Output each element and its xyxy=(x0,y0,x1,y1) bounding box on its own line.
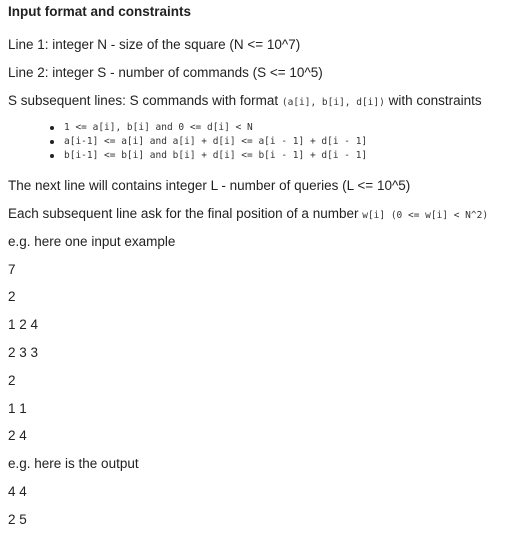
query-ask-prefix: Each subsequent line ask for the final position of a number xyxy=(8,206,363,221)
constraint-text: 1 <= a[i], b[i] and 0 <= d[i] < N xyxy=(64,122,253,133)
example-input-line: 2 3 3 xyxy=(8,345,39,360)
subsequent-suffix: with constraints xyxy=(384,93,482,108)
query-ask-code: w[i] (0 <= w[i] < N^2) xyxy=(362,210,489,221)
example-input-line: 1 1 xyxy=(8,401,27,416)
constraint-text: a[i-1] <= a[i] and a[i] + d[i] <= a[i - 1] + d[i - 1] xyxy=(64,136,368,147)
subsequent-lines-description xyxy=(8,92,482,112)
example-input-line: 2 xyxy=(8,373,16,388)
constraint-text: b[i-1] <= b[i] and b[i] + d[i] <= b[i - 1] + d[i - 1] xyxy=(64,150,368,161)
bullet-icon xyxy=(50,154,54,158)
example-input-label: e.g. here one input example xyxy=(8,234,176,249)
page-title: Input format and constraints xyxy=(8,4,192,19)
constraint-item xyxy=(48,149,367,163)
subsequent-prefix: S subsequent lines: S commands with format xyxy=(8,93,282,108)
query-ask-description xyxy=(8,205,488,225)
subsequent-code: (a[i], b[i], d[i]) xyxy=(281,97,385,108)
example-input-line: 2 4 xyxy=(8,428,27,443)
example-output-label: e.g. here is the output xyxy=(8,456,139,471)
query-count-description: The next line will contains integer L - number of queries (L <= 10^5) xyxy=(8,178,411,193)
example-input-line: 1 2 4 xyxy=(8,317,39,332)
constraint-item xyxy=(48,121,367,135)
bullet-icon xyxy=(50,126,54,130)
example-input-line: 7 xyxy=(8,262,16,277)
example-input-line: 2 xyxy=(8,289,16,304)
line1-description: Line 1: integer N - size of the square (N <= 10^7) xyxy=(8,37,301,52)
line2-description: Line 2: integer S - number of commands (S <= 10^5) xyxy=(8,65,323,80)
constraint-item xyxy=(48,135,367,149)
constraints-list xyxy=(48,121,367,163)
example-output-line: 4 4 xyxy=(8,484,27,499)
bullet-icon xyxy=(50,140,54,144)
example-output-line: 2 5 xyxy=(8,512,27,527)
